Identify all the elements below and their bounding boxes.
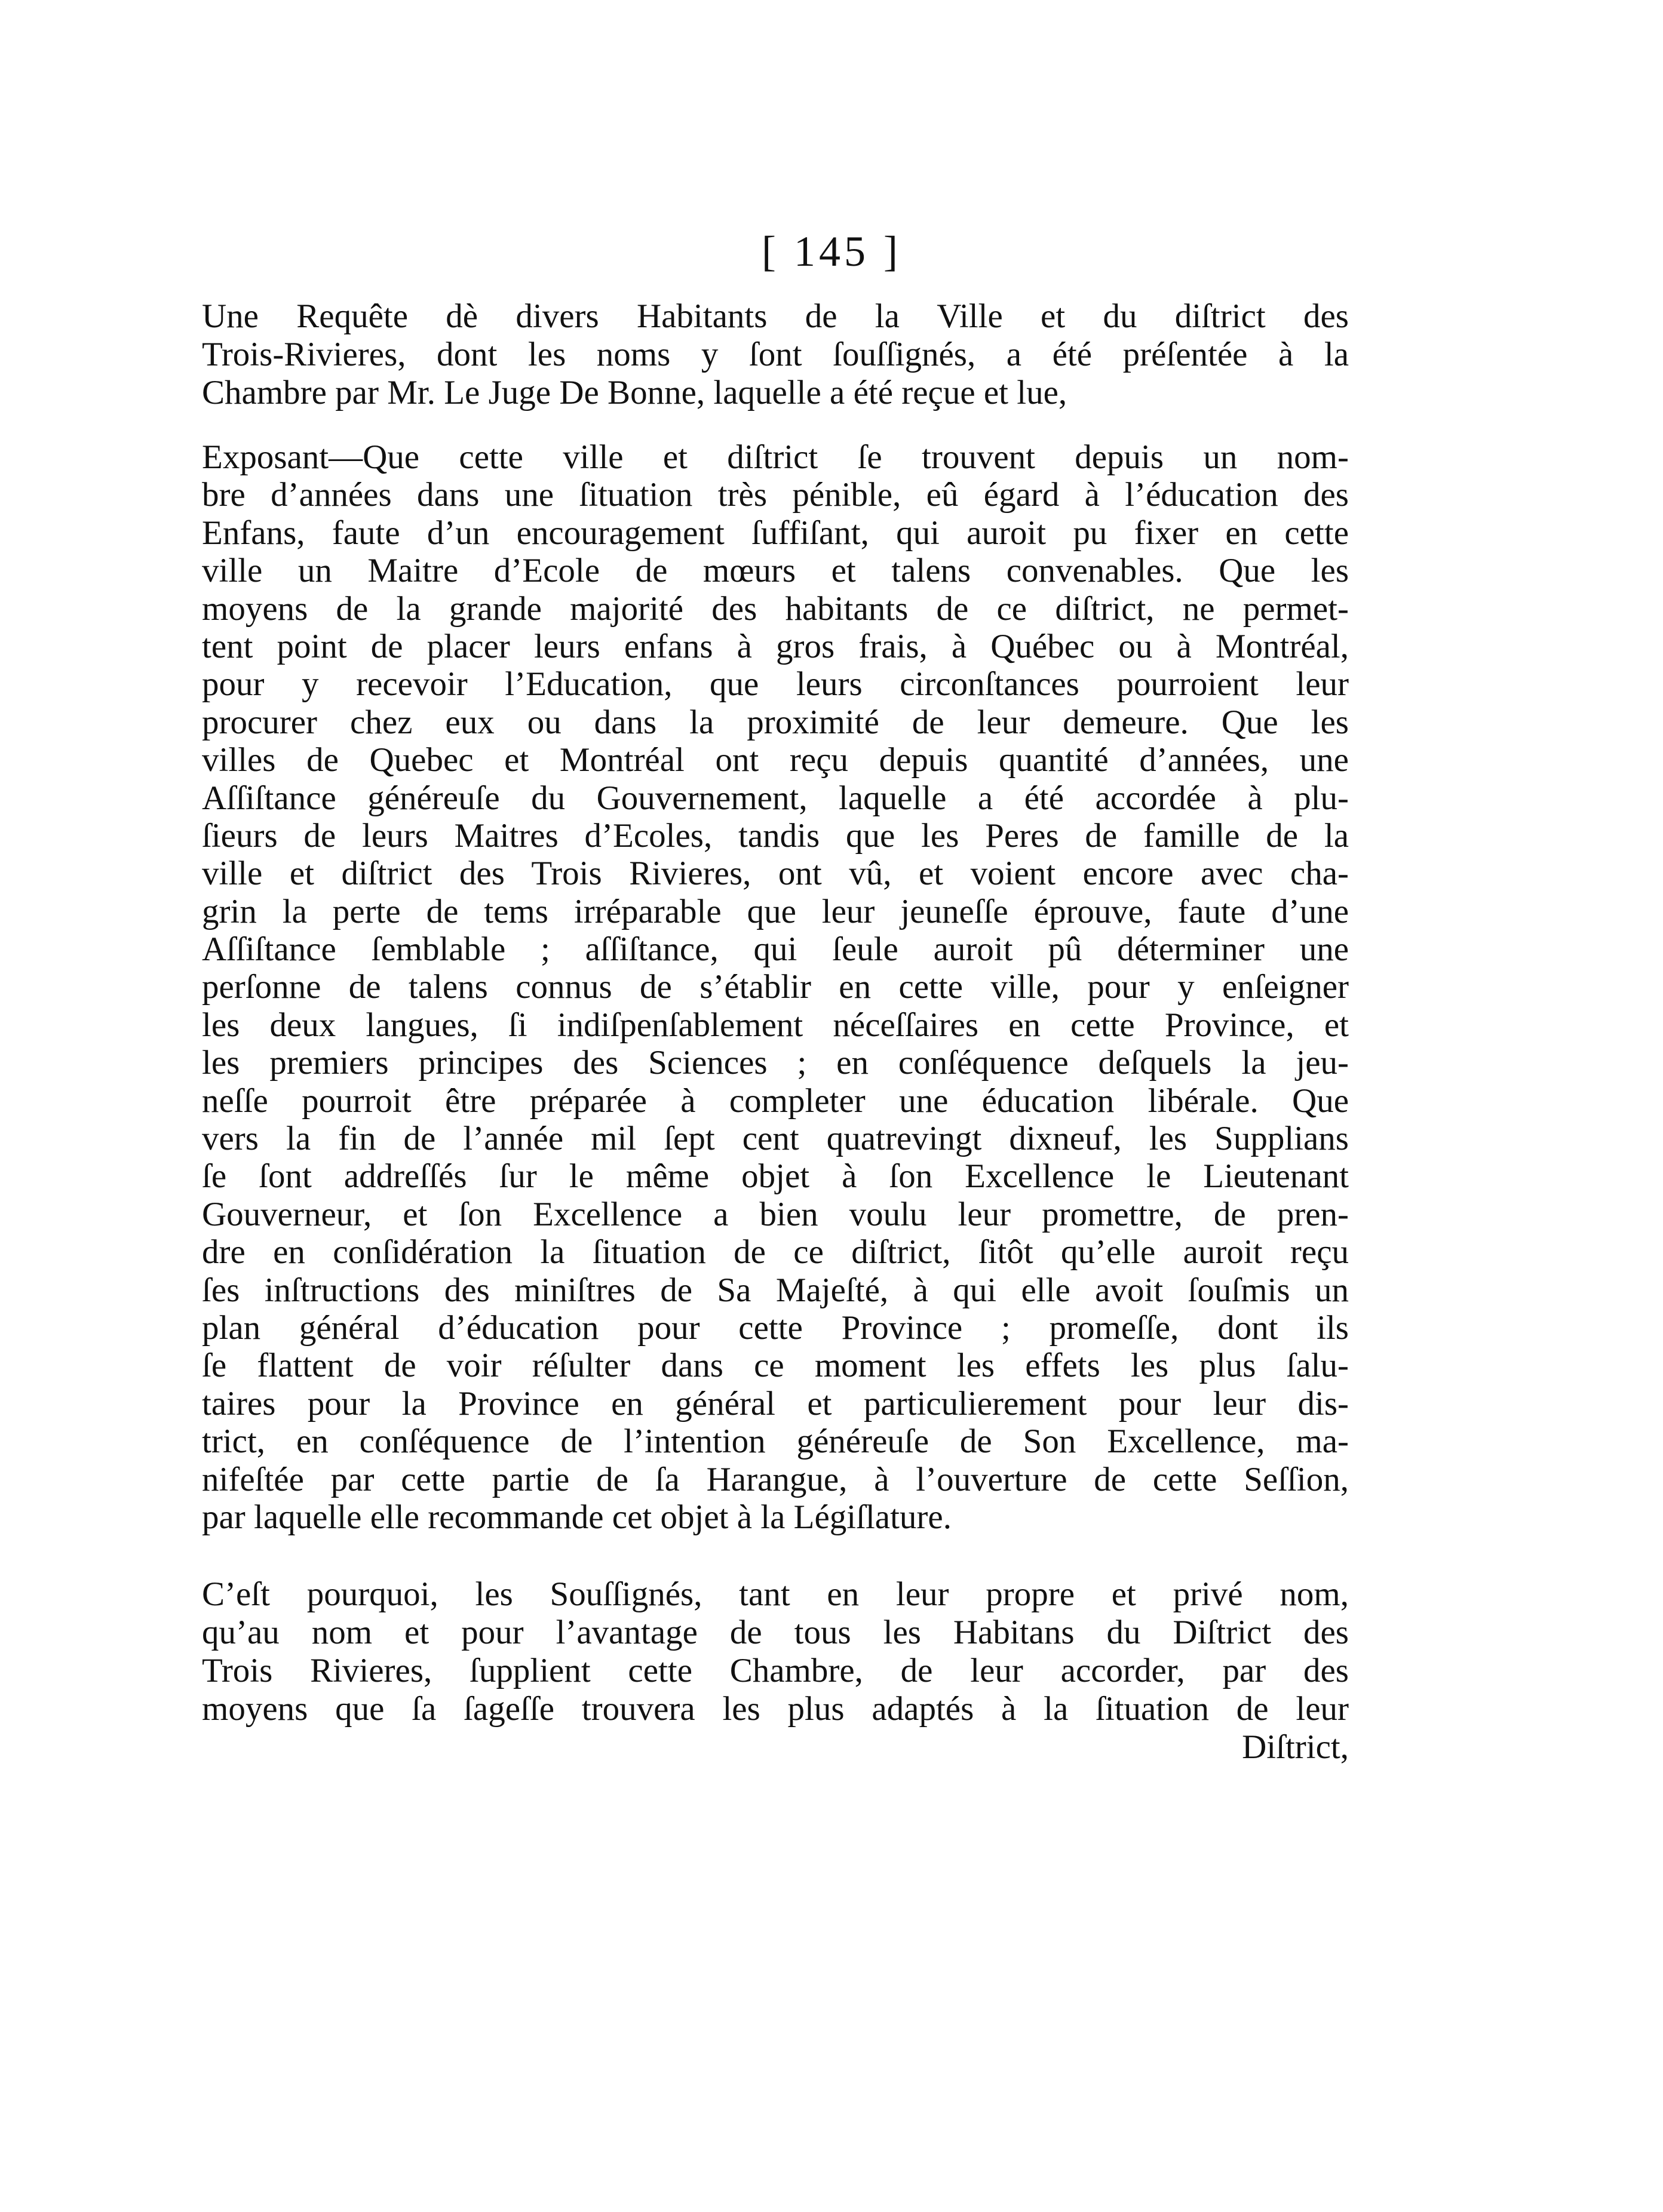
text-line: villes de Quebec et Montréal ont reçu depuis quantité d’années, une (202, 741, 1349, 779)
text-line: vers la fin de l’année mil ſept cent quatrevingt dixneuf, les Supplians (202, 1120, 1349, 1158)
text-line: grin la perte de tems irréparable que leur jeuneſſe éprouve, faute d’une (202, 892, 1349, 930)
page-number: [ 145 ] (762, 228, 901, 275)
text-line: moyens que ſa ſageſſe trouvera les plus adaptés à la ſituation de leur (202, 1690, 1349, 1728)
text-line: Enfans, faute d’un encouragement ſuffiſant, qui auroit pu fixer en cette (202, 514, 1349, 552)
text-line: tent point de placer leurs enfans à gros frais, à Québec ou à Montréal, (202, 627, 1349, 665)
petition-body-paragraph (202, 438, 1349, 1536)
text-line: ſes inſtructions des miniſtres de Sa Majeſté, à qui elle avoit ſouſmis un (202, 1271, 1349, 1309)
text-line: les deux langues, ſi indiſpenſablement néceſſaires en cette Province, et (202, 1006, 1349, 1044)
text-line: taires pour la Province en général et particulierement pour leur dis- (202, 1384, 1349, 1423)
text-line: plan général d’éducation pour cette Province ; promeſſe, dont ils (202, 1308, 1349, 1347)
text-line: ville et diſtrict des Trois Rivieres, ont vû, et voient encore avec cha- (202, 855, 1349, 893)
text-line: pour y recevoir l’Education, que leurs circonſtances pourroient leur (202, 665, 1349, 703)
text-line: Une Requête dè divers Habitants de la Ville et du diſtrict des (202, 297, 1349, 335)
text-line: nifeſtée par cette partie de ſa Harangue, à l’ouverture de cette Seſſion, (202, 1460, 1349, 1498)
text-line: ſe ſont addreſſés ſur le même objet à ſon Excellence le Lieutenant (202, 1157, 1349, 1196)
text-line: Aſſiſtance ſemblable ; aſſiſtance, qui ſeule auroit pû déterminer une (202, 930, 1349, 969)
text-line: Gouverneur, et ſon Excellence a bien voulu leur promettre, de pren- (202, 1195, 1349, 1233)
text-line: ſe flattent de voir réſulter dans ce moment les effets les plus ſalu- (202, 1347, 1349, 1385)
text-line: par laquelle elle recommande cet objet à la Légiſlature. (202, 1498, 952, 1536)
text-line: Aſſiſtance généreuſe du Gouvernement, laquelle a été accordée à plu- (202, 779, 1349, 817)
text-line: dre en conſidération la ſituation de ce diſtrict, ſitôt qu’elle auroit reçu (202, 1233, 1349, 1271)
text-line: Exposant—Que cette ville et diſtrict ſe trouvent depuis un nom- (202, 438, 1349, 476)
text-line: trict, en conſéquence de l’intention généreuſe de Son Excellence, ma- (202, 1423, 1349, 1461)
petition-introduction (202, 297, 1349, 412)
text-line: perſonne de talens connus de s’établir en cette ville, pour y enſeigner (202, 968, 1349, 1006)
text-line: ſieurs de leurs Maitres d’Ecoles, tandis que les Peres de famille de la (202, 816, 1349, 855)
text-line: neſſe pourroit être préparée à completer une éducation libérale. Que (202, 1082, 1349, 1120)
text-line: Trois Rivieres, ſupplient cette Chambre, de leur accorder, par des (202, 1652, 1349, 1689)
text-line: moyens de la grande majorité des habitants de ce diſtrict, ne permet- (202, 589, 1349, 628)
text-line: procurer chez eux ou dans la proximité de leur demeure. Que les (202, 703, 1349, 741)
catchword: Diſtrict, (1242, 1728, 1349, 1766)
text-line: bre d’années dans une ſituation très pénible, eû égard à l’éducation des (202, 476, 1349, 514)
text-line: Trois-Rivieres, dont les noms y ſont ſouſſignés, a été préſentée à la (202, 336, 1349, 373)
text-line: les premiers principes des Sciences ; en conſéquence deſquels la jeu- (202, 1044, 1349, 1082)
text-line: ville un Maitre d’Ecole de mœurs et talens convenables. Que les (202, 552, 1349, 590)
text-line: Chambre par Mr. Le Juge De Bonne, laquelle a été reçue et lue, (202, 374, 1067, 411)
text-line: qu’au nom et pour l’avantage de tous les Habitans du Diſtrict des (202, 1614, 1349, 1651)
petition-closing-paragraph (202, 1575, 1349, 1728)
text-line: C’eſt pourquoi, les Souſſignés, tant en leur propre et privé nom, (202, 1575, 1349, 1613)
